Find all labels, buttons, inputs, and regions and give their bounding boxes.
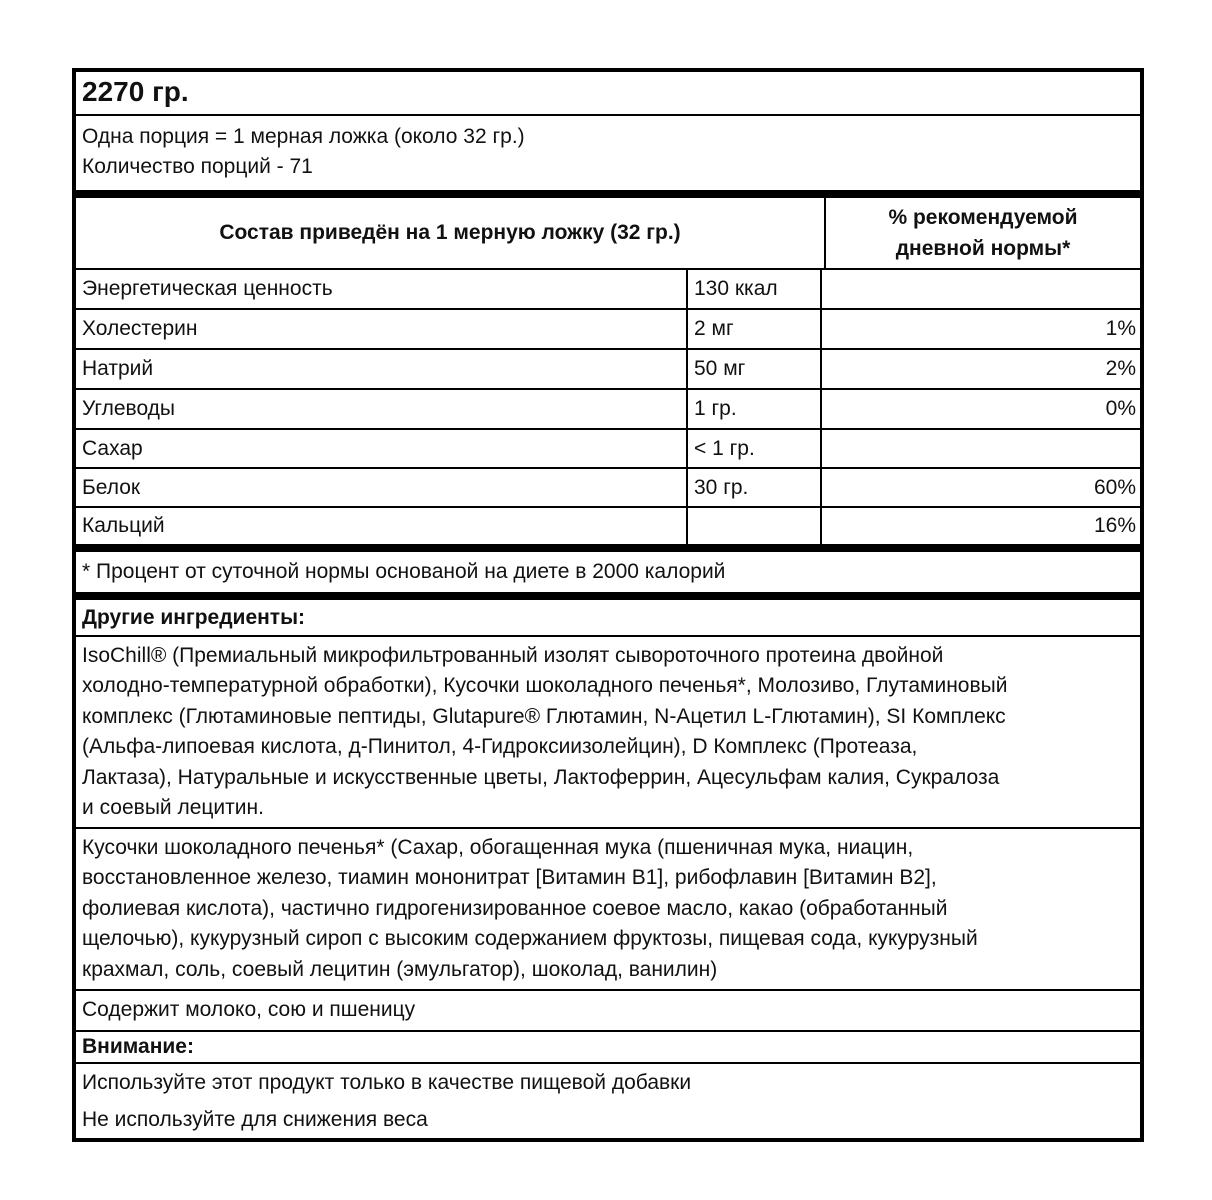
warning-line: Используйте этот продукт только в качестве пищевой добавки xyxy=(82,1071,692,1094)
nutrient-name: Натрий xyxy=(76,350,688,388)
daily-value-footnote: * Процент от суточной нормы основаной на диете в 2000 калорий xyxy=(76,552,1140,600)
nutrient-daily-value xyxy=(822,430,1140,467)
nutrient-name: Углеводы xyxy=(76,390,688,428)
nutrient-row xyxy=(76,508,1140,552)
nutrient-name: Белок xyxy=(76,469,688,506)
ingredients-line: восстановленное железо, тиамин мононитрат [Витамин B1], рибофлавин [Витамин B2], xyxy=(82,866,937,890)
nutrient-name: Холестерин xyxy=(76,310,688,348)
nutrient-amount: 30 гр. xyxy=(688,469,822,506)
nutrient-name: Энергетическая ценность xyxy=(76,270,688,308)
nutrient-daily-value: 60% xyxy=(1093,475,1136,499)
serving-info xyxy=(76,116,1140,198)
ingredients-line: комплекс (Глютаминовые пептиды, Glutapure® Глютамин, N-Ацетил L-Глютамин), SI Комплекс xyxy=(82,704,1006,728)
ingredients-line: (Альфа-липоевая кислота, д-Пинитол, 4-Гидроксиизолейцин), D Комплекс (Протеаза, xyxy=(82,735,918,759)
nutrient-row xyxy=(76,270,1140,310)
nutrient-row xyxy=(76,469,1140,508)
daily-value-header-line2: дневной нормы* xyxy=(895,237,1071,260)
allergens: Содержит молоко, сою и пшеницу xyxy=(76,991,1140,1032)
daily-value-header-line1: % рекомендуемой xyxy=(888,206,1078,229)
nutrient-row xyxy=(76,350,1140,390)
nutrient-name: Сахар xyxy=(76,430,688,467)
serving-count: Количество порций - 71 xyxy=(82,155,313,178)
other-ingredients-title: Другие ингредиенты: xyxy=(76,600,1140,637)
ingredients-main xyxy=(76,637,1140,829)
table-header xyxy=(76,198,1140,270)
nutrient-amount: 130 ккал xyxy=(688,270,822,308)
ingredients-cookies xyxy=(76,829,1140,991)
warning-title: Внимание: xyxy=(76,1032,1140,1064)
nutrient-row xyxy=(76,310,1140,350)
nutrient-amount: 1 гр. xyxy=(688,390,822,428)
ingredients-line: и соевый лецитин. xyxy=(82,796,264,820)
ingredients-line: IsoChill® (Премиальный микрофильтрованный изолят сывороточного протеина двойной xyxy=(82,644,944,667)
nutrient-amount: 50 мг xyxy=(688,350,822,388)
nutrient-row xyxy=(76,390,1140,430)
nutrient-daily-value: 16% xyxy=(1093,514,1136,537)
ingredients-line: Лактаза), Натуральные и искусственные цветы, Лактоферрин, Ацесульфам калия, Сукралоза xyxy=(82,765,1000,789)
nutrient-daily-value: 1% xyxy=(1105,317,1136,340)
product-weight: 2270 гр. xyxy=(76,72,1140,116)
warning-text xyxy=(76,1064,1140,1138)
nutrient-amount: 2 мг xyxy=(688,310,822,348)
nutrition-label xyxy=(72,68,1144,1142)
nutrient-daily-value: 0% xyxy=(1105,397,1136,420)
serving-size: Одна порция = 1 мерная ложка (около 32 гр.) xyxy=(82,125,525,148)
nutrient-amount: < 1 гр. xyxy=(688,430,822,467)
ingredients-line: Кусочки шоколадного печенья* (Сахар, обогащенная мука (пшеничная мука, ниацин, xyxy=(82,836,914,859)
nutrient-daily-value: 2% xyxy=(1105,357,1136,380)
ingredients-line: фолиевая кислота), частично гидрогенизированное соевое масло, какао (обработанный xyxy=(82,896,948,920)
ingredients-line: холодно-температурной обработки), Кусочки шоколадного печенья*, Молозиво, Глутаминовый xyxy=(82,674,1008,698)
nutrient-row xyxy=(76,430,1140,469)
ingredients-line: крахмал, соль, соевый лецитин (эмульгатор), шоколад, ванилин) xyxy=(82,957,718,981)
composition-header: Состав приведён на 1 мерную ложку (32 гр.) xyxy=(76,198,826,268)
nutrient-amount xyxy=(688,508,822,544)
daily-value-header xyxy=(826,198,1140,268)
warning-line: Не используйте для снижения веса xyxy=(82,1108,428,1131)
nutrient-daily-value xyxy=(822,270,1140,308)
nutrient-name: Кальций xyxy=(76,508,688,544)
ingredients-line: щелочью), кукурузный сироп с высоким содержанием фруктозы, пищевая сода, кукурузный xyxy=(82,927,978,951)
